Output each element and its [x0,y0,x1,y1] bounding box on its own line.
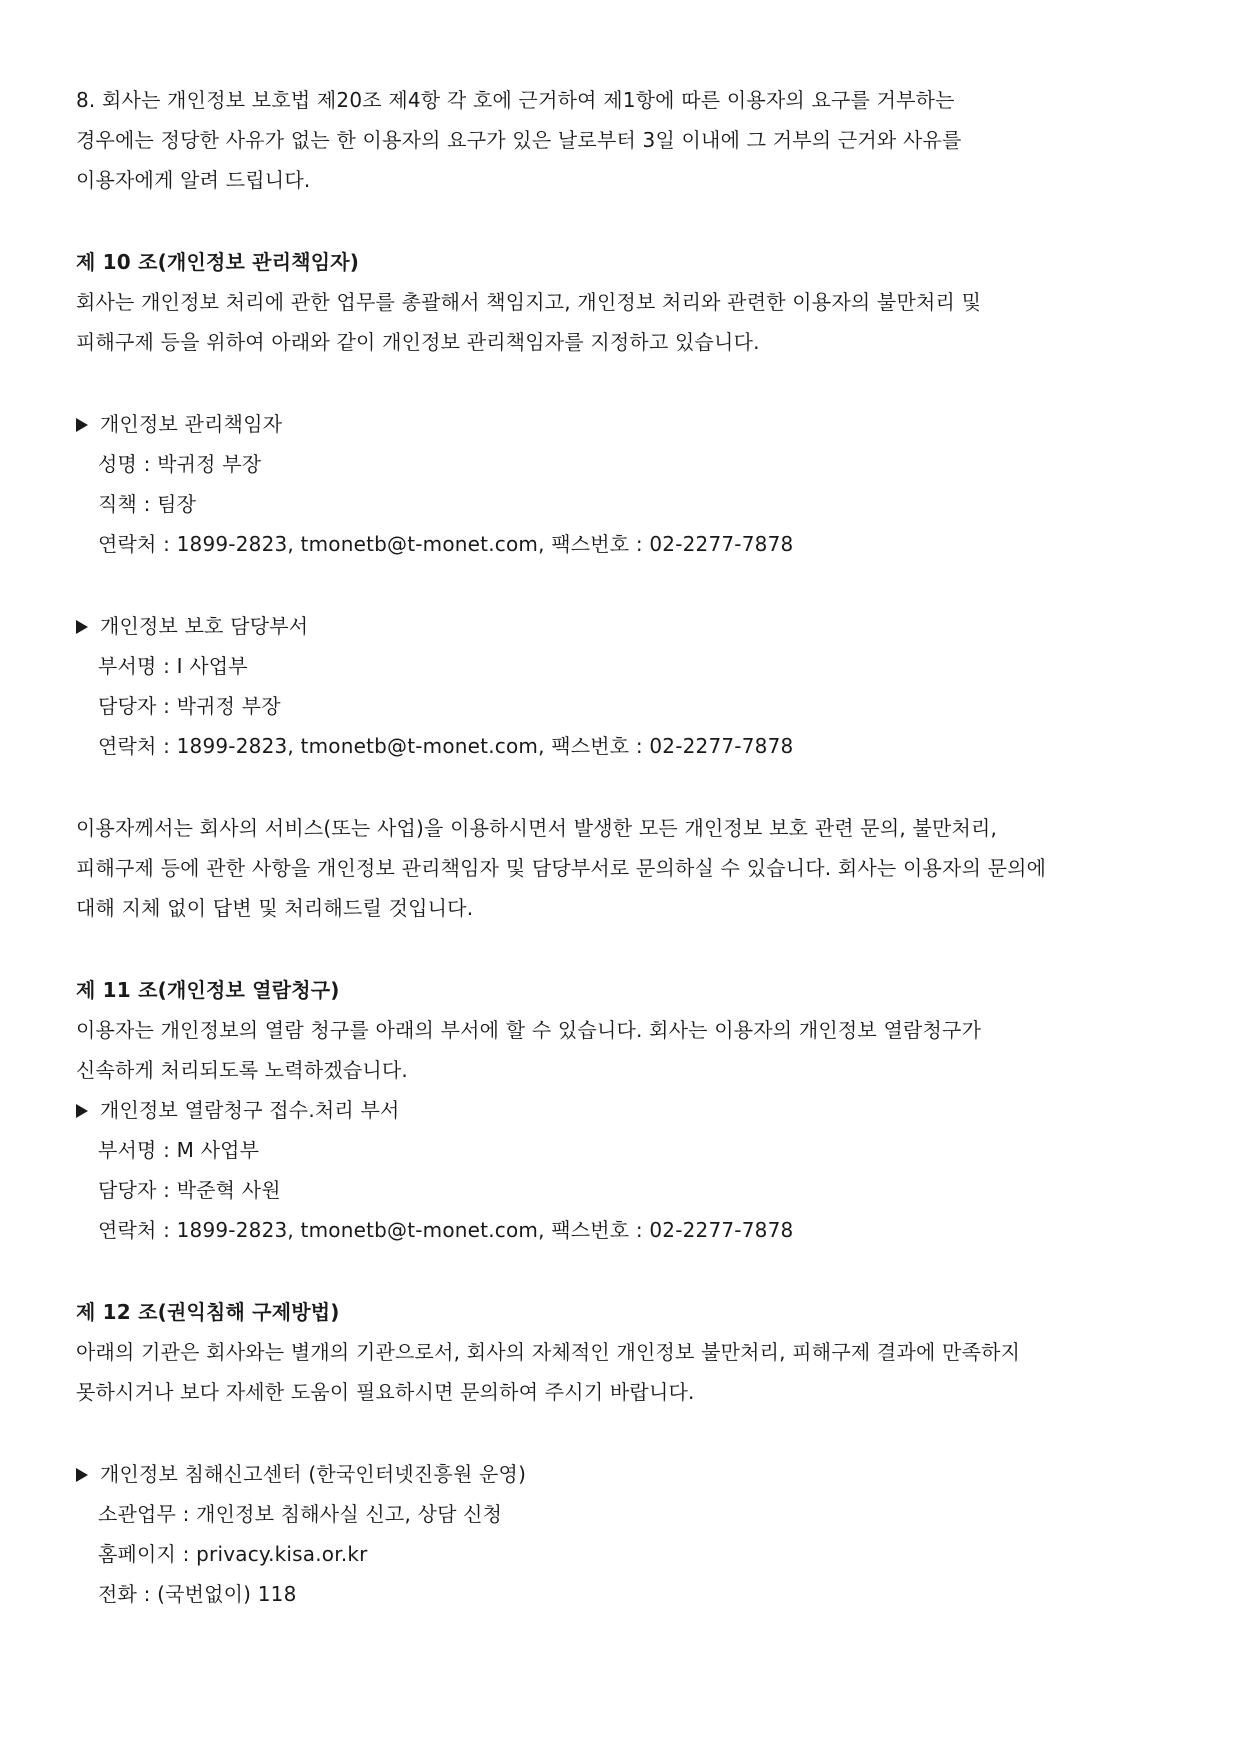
art10-para-line-2: 피해구제 등을 위하여 아래와 같이 개인정보 관리책임자를 지정하고 있습니다. [76,330,760,354]
art12-center-phone: 전화 : (국번없이) 118 [98,1582,297,1606]
triangle-bullet-icon [76,620,88,634]
art10-officer-title-text: 개인정보 관리책임자 [100,412,283,436]
art10-officer-position: 직책 : 팀장 [98,492,197,516]
art10-officer-title [76,410,282,438]
triangle-bullet-icon [76,418,88,432]
art12-center-homepage: 홈페이지 : privacy.kisa.or.kr [98,1542,368,1566]
art10-dept-name: 부서명 : I 사업부 [98,654,248,678]
art9-para8-line-3: 이용자에게 알려 드립니다. [76,168,311,192]
art10-dept-manager: 담당자 : 박귀정 부장 [98,694,281,718]
art11-dept-title [76,1096,400,1124]
art12-para-line-1: 아래의 기관은 회사와는 별개의 기관으로서, 회사의 자체적인 개인정보 불만처리, 피해구제 결과에 만족하지 [76,1340,1021,1364]
art12-para-line-2: 못하시거나 보다 자세한 도움이 필요하시면 문의하여 주시기 바랍니다. [76,1380,695,1404]
art11-dept-name: 부서명 : M 사업부 [98,1138,260,1162]
art11-dept-contact: 연락처 : 1899-2823, tmonetb@t-monet.com, 팩스번호 : 02-2277-7878 [98,1218,794,1242]
art10-closing-line-2: 피해구제 등에 관한 사항을 개인정보 관리책임자 및 담당부서로 문의하실 수 있습니다. 회사는 이용자의 문의에 [76,856,1047,880]
art11-dept-manager: 담당자 : 박준혁 사원 [98,1178,281,1202]
art9-para8-line-1: 8. 회사는 개인정보 보호법 제20조 제4항 각 호에 근거하여 제1항에 따른 이용자의 요구를 거부하는 [76,88,955,112]
art10-closing-line-1: 이용자께서는 회사의 서비스(또는 사업)을 이용하시면서 발생한 모든 개인정보 보호 관련 문의, 불만처리, [76,816,998,840]
art10-dept-contact: 연락처 : 1899-2823, tmonetb@t-monet.com, 팩스번호 : 02-2277-7878 [98,734,794,758]
art12-center-duty: 소관업무 : 개인정보 침해사실 신고, 상담 신청 [98,1502,503,1526]
art10-dept-title [76,612,308,640]
art11-para-line-1: 이용자는 개인정보의 열람 청구를 아래의 부서에 할 수 있습니다. 회사는 이용자의 개인정보 열람청구가 [76,1018,982,1042]
art10-closing-line-3: 대해 지체 없이 답변 및 처리해드릴 것입니다. [76,896,474,920]
art12-center-title [76,1460,526,1488]
triangle-bullet-icon [76,1104,88,1118]
art10-officer-name: 성명 : 박귀정 부장 [98,452,262,476]
art11-heading: 제 11 조(개인정보 열람청구) [76,978,340,1002]
art10-dept-title-text: 개인정보 보호 담당부서 [100,614,309,638]
art12-center-title-text: 개인정보 침해신고센터 (한국인터넷진흥원 운영) [100,1462,527,1486]
art11-para-line-2: 신속하게 처리되도록 노력하겠습니다. [76,1058,408,1082]
art10-officer-contact: 연락처 : 1899-2823, tmonetb@t-monet.com, 팩스번호 : 02-2277-7878 [98,532,794,556]
art10-heading: 제 10 조(개인정보 관리책임자) [76,250,360,274]
triangle-bullet-icon [76,1468,88,1482]
art12-heading: 제 12 조(권익침해 구제방법) [76,1300,340,1324]
art9-para8-line-2: 경우에는 정당한 사유가 없는 한 이용자의 요구가 있은 날로부터 3일 이내에 그 거부의 근거와 사유를 [76,128,962,152]
art11-dept-title-text: 개인정보 열람청구 접수.처리 부서 [100,1098,400,1122]
art10-para-line-1: 회사는 개인정보 처리에 관한 업무를 총괄해서 책임지고, 개인정보 처리와 관련한 이용자의 불만처리 및 [76,290,982,314]
